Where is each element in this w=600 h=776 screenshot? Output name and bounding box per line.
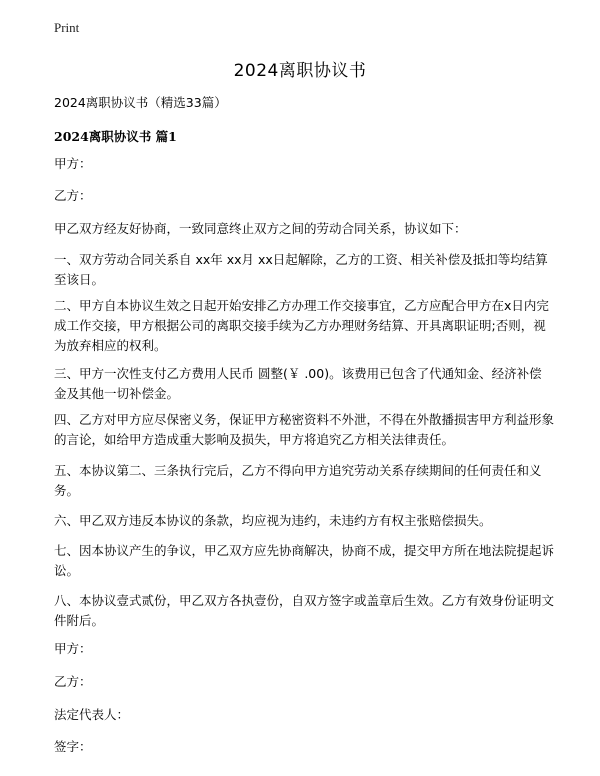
clause-5: 五、本协议第二、三条执行完后，乙方不得向甲方追究劳动关系存续期间的任何责任和义务。 [54,463,542,498]
signature-line: 签字： [54,739,92,754]
clause-1: 一、双方劳动合同关系自 xx年 xx月 xx日起解除，乙方的工资、相关补偿及抵扣等均结算至该日。 [54,252,548,287]
document-subtitle: 2024离职协议书（精选33篇） [54,95,227,110]
clause-8: 八、本协议壹式贰份，甲乙双方各执壹份，自双方签字或盖章后生效。乙方有效身份证明文件附后。 [54,593,555,628]
document-title: 2024离职协议书 [233,61,367,81]
clause-7: 七、因本协议产生的争议，甲乙双方应先协商解决，协商不成，提交甲方所在地法院提起诉讼。 [54,543,555,578]
clause-3: 三、甲方一次性支付乙方费用人民币 圆整(￥ .00)。该费用已包含了代通知金、经济补偿金及其他一切补偿金。 [54,366,542,401]
party-a-label: 甲方： [54,156,92,171]
signature-party-a: 甲方： [54,641,92,656]
clause-4: 四、乙方对甲方应尽保密义务，保证甲方秘密资料不外泄，不得在外散播损害甲方利益形象的言论，如给甲方造成重大影响及损失，甲方将追究乙方相关法律责任。 [54,412,555,447]
signature-party-b: 乙方： [54,674,92,689]
intro-paragraph: 甲乙双方经友好协商，一致同意终止双方之间的劳动合同关系，协议如下： [54,221,467,236]
legal-representative: 法定代表人： [54,707,130,722]
clause-6: 六、甲乙双方违反本协议的条款，均应视为违约，未违约方有权主张赔偿损失。 [54,513,492,528]
party-b-label: 乙方： [54,188,92,203]
section-heading: 2024离职协议书 篇1 [54,129,177,144]
clause-2: 二、甲方自本协议生效之日起开始安排乙方办理工作交接事宜，乙方应配合甲方在x日内完成工作交接，甲方根据公司的离职交接手续为乙方办理财务结算、开具离职证明;否则，视为放弃相应的权利。 [54,298,549,353]
print-link[interactable]: Print [54,20,80,35]
